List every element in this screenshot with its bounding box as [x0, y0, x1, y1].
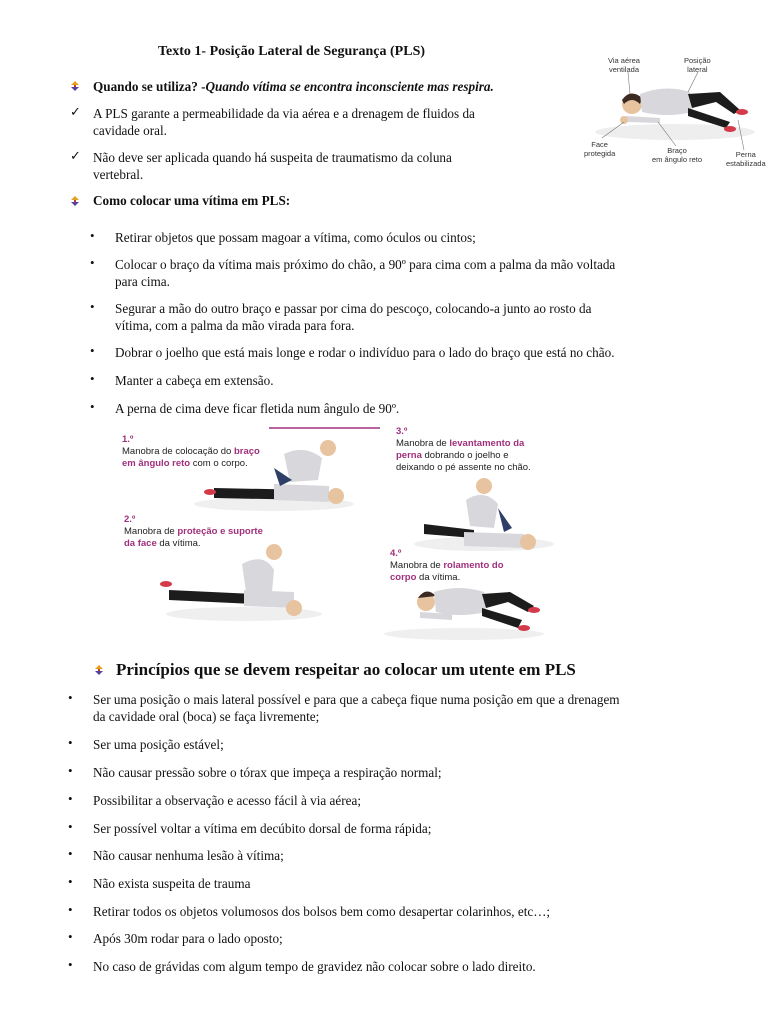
step-2-number: 2.º	[124, 514, 136, 525]
how-step-line: Segurar a mão do outro braço e passar por cima do pescoço, colocando-a junto ao rosto da	[115, 301, 592, 316]
arrow-bullet-icon	[94, 665, 104, 675]
how-step-line: Manter a cabeça em extensão.	[115, 373, 274, 388]
check-item	[93, 105, 475, 139]
step-4-number: 4.º	[390, 548, 402, 559]
bullet-dot-icon: •	[90, 371, 95, 386]
principle-item: Não causar pressão sobre o tórax que impeça a respiração normal;	[93, 765, 442, 780]
step-4-caption: 4.º Manobra de rolamento do corpo da vítima.	[390, 548, 540, 584]
bullet-dot-icon: •	[68, 791, 73, 806]
bullet-dot-icon: •	[90, 343, 95, 358]
how-step	[115, 344, 615, 361]
how-step-line: Retirar objetos que possam magoar a vítima, como óculos ou cintos;	[115, 230, 476, 245]
arrow-bullet-icon	[70, 81, 80, 91]
checkmark-icon: ✓	[70, 104, 81, 119]
bullet-dot-icon: •	[90, 299, 95, 314]
bullet-dot-icon: •	[68, 735, 73, 750]
page-title: Texto 1- Posição Lateral de Segurança (PLS)	[158, 44, 426, 59]
bullet-dot-icon: •	[68, 957, 73, 972]
bullet-dot-icon: •	[68, 874, 73, 889]
step-3-caption: 3.º Manobra de levantamento da perna dobrando o joelho e deixando o pé assente no chão.	[396, 426, 554, 474]
bullet-dot-icon: •	[68, 690, 73, 705]
how-step-line: A perna de cima deve ficar fletida num ângulo de 90º.	[115, 401, 400, 416]
bullet-dot-icon: •	[68, 846, 73, 861]
check-item-line: A PLS garante a permeabilidade da via aérea e a drenagem de fluidos da	[93, 106, 475, 121]
bullet-dot-icon: •	[90, 228, 95, 243]
bullet-dot-icon: •	[90, 399, 95, 414]
how-step	[115, 229, 476, 246]
how-step	[115, 300, 591, 334]
usage-question-label: Quando se utiliza? -	[93, 79, 206, 94]
step-1-number: 1.º	[122, 434, 134, 445]
principle-item: Possibilitar a observação e acesso fácil à via aérea;	[93, 793, 362, 808]
principle-item: Ser uma posição o mais lateral possível e para que a cabeça fique numa posição em que a drenagem da cavidade oral (boca) se faça livremente;	[93, 692, 620, 724]
bullet-dot-icon: •	[90, 255, 95, 270]
label-face: Face protegida	[584, 140, 616, 158]
arrow-bullet-icon	[70, 196, 80, 206]
check-item-line: Não deve ser aplicada quando há suspeita de traumatismo da coluna	[93, 150, 452, 165]
how-step-line: Dobrar o joelho que está mais longe e rodar o indivíduo para o lado do braço que está no chão.	[115, 345, 615, 360]
how-step	[115, 400, 399, 417]
principle-item: Ser possível voltar a vítima em decúbito dorsal de forma rápida;	[93, 821, 432, 836]
check-item-line: vertebral.	[93, 167, 144, 182]
principle-item: Ser uma posição estável;	[93, 737, 224, 752]
bullet-dot-icon: •	[68, 929, 73, 944]
how-step-line: Colocar o braço da vítima mais próximo do chão, a 90º para cima com a palma da mão voltada	[115, 257, 616, 272]
bullet-dot-icon: •	[68, 819, 73, 834]
label-braco: Braço em ângulo reto	[652, 146, 703, 164]
usage-question-answer: Quando vítima se encontra inconsciente mas respira.	[205, 79, 494, 94]
check-item-line: cavidade oral.	[93, 123, 167, 138]
step-2-caption: 2.º Manobra de proteção e suporte da face da vítima.	[124, 514, 274, 550]
how-step	[115, 372, 274, 389]
principles-heading: Princípios que se devem respeitar ao colocar um utente em PLS	[116, 660, 576, 679]
how-to-heading: Como colocar uma vítima em PLS:	[93, 193, 291, 208]
principle-item: Não exista suspeita de trauma	[93, 876, 251, 891]
principle-item: Não causar nenhuma lesão à vítima;	[93, 848, 284, 863]
step-1-caption: 1.º Manobra de colocação do braço em ângulo reto com o corpo.	[122, 434, 272, 470]
checkmark-icon: ✓	[70, 148, 81, 163]
principle-item: Retirar todos os objetos volumosos dos bolsos bem como desapertar colarinhos, etc…;	[93, 904, 551, 919]
principle-item: Após 30m rodar para o lado oposto;	[93, 931, 283, 946]
label-via-aerea: Via aérea ventilada	[608, 56, 640, 74]
label-perna: Perna estabilizada	[726, 150, 766, 168]
pls-steps-figure	[114, 424, 556, 644]
label-posicao: Posição lateral	[684, 56, 711, 74]
how-step	[115, 256, 615, 290]
step-3-number: 3.º	[396, 426, 408, 437]
principle-item: No caso de grávidas com algum tempo de gravidez não colocar sobre o lado direito.	[93, 959, 536, 974]
pls-position-figure	[580, 52, 766, 172]
bullet-dot-icon: •	[68, 763, 73, 778]
how-step-line: para cima.	[115, 274, 170, 289]
check-item	[93, 149, 452, 183]
usage-question	[93, 78, 494, 95]
how-step-line: vítima, com a palma da mão virada para fora.	[115, 318, 355, 333]
bullet-dot-icon: •	[68, 902, 73, 917]
